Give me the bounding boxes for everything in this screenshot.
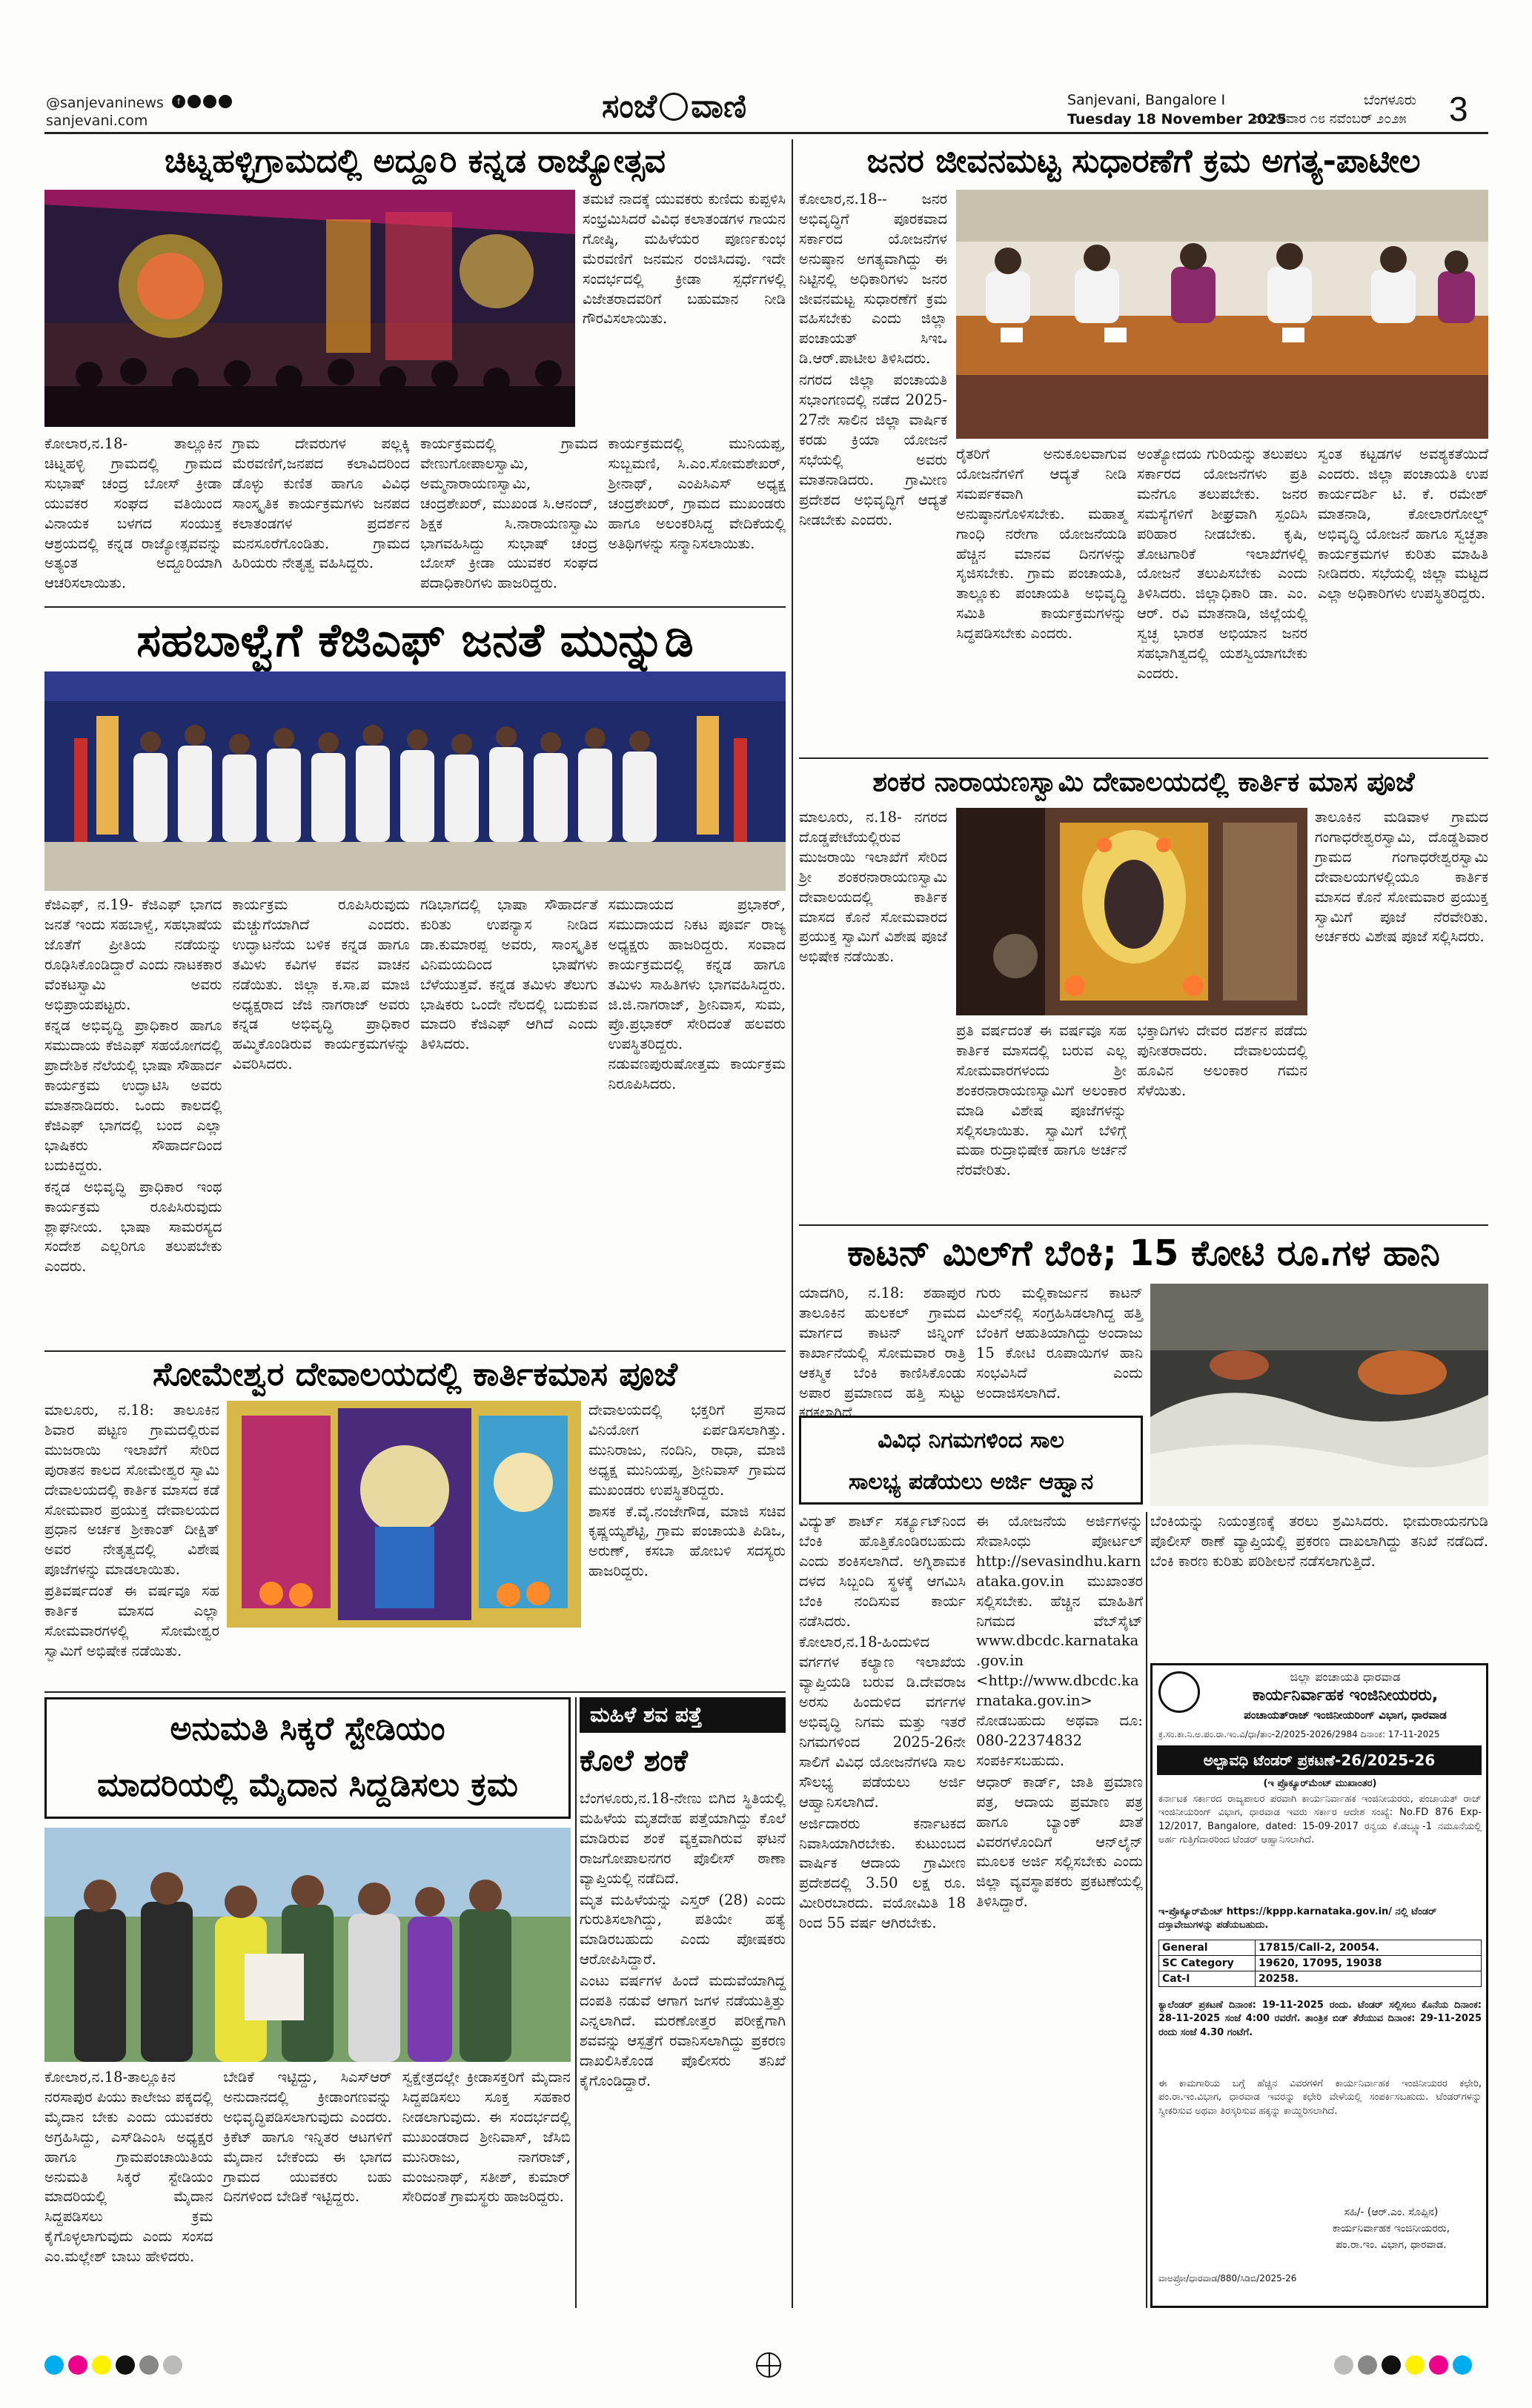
story1-column [609, 434, 786, 602]
story4-paragraph: ಮಾಲೂರು, ನ.18- ನಗರದ ದೊಡ್ಡಪೇಟೆಯಲ್ಲಿರುವ ಮುಜರಾಯಿ ಇಲಾಖೆಗೆ ಸೇರಿದ ಶ್ರೀ ಶಂಕರನಾರಾಯಣಸ್ವಾಮಿ ದೇವಾಲಯದಲ್ಲಿ ಕಾರ್ತಿಕ ಮಾಸದ ಕೊನೆ ಸೋಮವಾರದ ಪ್ರಯುಕ್ತ ಸ್ವಾಮಿಗೆ ವಿಶೇಷ ಪೂಜೆ ಅಭಿಷೇಕ ನಡೆಯಿತು. [799, 809, 947, 966]
story5-column [976, 1284, 1143, 1410]
social-icons[interactable] [172, 95, 232, 108]
story7-headline-line2: ಸಾಲಭ್ಯ ಪಡೆಯಲು ಅರ್ಜಿ ಆಹ್ವಾನ [848, 1469, 1094, 1496]
festival-night-scene-image [44, 190, 575, 427]
story4-photo [956, 808, 1307, 1015]
story7-paragraph: ಅರ್ಜಿದಾರರು ಕರ್ನಾಟಕದ ನಿವಾಸಿಯಾಗಿರಬೇಕು. ಕುಟುಂಬದ ವಾರ್ಷಿಕ ಆದಾಯ ಗ್ರಾಮೀಣ ಪ್ರದೇಶದಲ್ಲಿ 3.50 ಲಕ್ಷ ರೂ. ಮೀರಿರಬಾರದು. ವಯೋಮಿತಿ 18 ರಿಂದ 55 ವರ್ಷ ಆಗಿರಬೇಕು. [799, 1814, 966, 1932]
story1-column [420, 434, 598, 602]
story7-body [799, 1512, 1143, 2308]
tender-advertisement [1150, 1663, 1488, 2308]
story3-paragraph: ನಗರದ ಜಿಲ್ಲಾ ಪಂಚಾಯತಿ ಸಭಾಂಗಣದಲ್ಲಿ ನಡೆದ 2025-27ನೇ ಸಾಲಿನ ಜಿಲ್ಲಾ ವಾರ್ಷಿಕ ಕರಡು ಕ್ರಿಯಾ ಯೋಜನೆ ಸಭೆಯಲ್ಲಿ ಅವರು ಮಾತನಾಡಿದರು. ಗ್ರಾಮೀಣ ಪ್ರದೇಶದ ಅಭಿವೃದ್ಧಿಗೆ ಆದ್ಯತೆ ನೀಡಬೇಕು ಎಂದರು. [799, 371, 947, 528]
story8-headline-line1: ಅನುಮತಿ ಸಿಕ್ಕರೆ ಸ್ಟೇಡಿಯಂ [170, 1709, 445, 1748]
story6-column [44, 1401, 219, 1672]
registration-target-icon [756, 2352, 781, 2378]
tender-body-2: ಈ ಕಾಮಗಾರಿಯ ಬಗ್ಗೆ ಹೆಚ್ಚಿನ ವಿವರಗಳಿಗೆ ಕಾರ್ಯನಿರ್ವಾಹಕ ಇಂಜಿನೀಯರರ ಕಛೇರಿ, ಪಂ.ರಾ.ಇಂ.ವಿಭಾಗ, ಧಾರವಾಡ ಇವರನ್ನು ಕಛೇರಿ ವೇಳೆಯಲ್ಲಿ ಸಂಪರ್ಕಿಸಬಹುದು. ಟೆಂಡರ್‌ಗಳನ್ನು ಸ್ವೀಕರಿಸುವ ಅಥವಾ ತಿರಸ್ಕರಿಸುವ ಹಕ್ಕನ್ನು ಕಾಯ್ದಿರಿಸಲಾಗಿದೆ. [1158, 2078, 1482, 2117]
magenta-swatch [1429, 2355, 1448, 2375]
tender-table-value: 20258. [1259, 1973, 1299, 1985]
center-divider [792, 139, 793, 2308]
logo-text-right: ವಾಣಿ [691, 87, 747, 125]
story1-body-right [583, 190, 786, 430]
story4-column [956, 1021, 1127, 1220]
story3-column [1137, 445, 1307, 753]
story2-headline: ಸಹಬಾಳ್ವೆಗೆ ಕೆಜಿಎಫ್ ಜನತೆ ಮುನ್ನುಡಿ [136, 613, 694, 668]
tender-table-value: 17815/Call-2, 20054. [1259, 1942, 1379, 1954]
story1-column [233, 434, 411, 602]
story4-column [1137, 1021, 1307, 1220]
tender-dates: ಕ್ಯಾಲೆಂಡರ್ ಪ್ರಕಟಣೆ ದಿನಾಂಕ: 19-11-2025 ರಂದು. ಟೆಂಡರ್ ಸಲ್ಲಿಸಲು ಕೊನೆಯ ದಿನಾಂಕ: 28-11-2025 ಸಂಜೆ 4:00 ರವರೆಗೆ. ತಾಂತ್ರಿಕ ಬಿಡ್ ತೆರೆಯುವ ದಿನಾಂಕ: 29-11-2025 ರಂದು ಸಂಜೆ 4.30 ಗಂಟೆಗೆ. [1158, 2000, 1482, 2038]
color-registration-right [1334, 2355, 1472, 2375]
story1-paragraph: ತಮಟೆ ನಾದಕ್ಕೆ ಯುವಕರು ಕುಣಿದು ಕುಪ್ಪಳಿಸಿ ಸಂಭ್ರಮಿಸಿದರೆ ವಿವಿಧ ಕಲಾತಂಡಗಳ ಗಾಯನ ಗೋಷ್ಠಿ, ಮಹಿಳೆಯರ ಪೂರ್ಣಕುಂಭ ಮೆರವಣಿಗೆ ಜನಮನ ರಂಜಿಸಿದವು. ಇದೇ ಸಂದರ್ಭದಲ್ಲಿ ಕ್ರೀಡಾ ಸ್ಪರ್ಧೆಗಳಲ್ಲಿ ವಿಜೇತರಾದವರಿಗೆ ಬಹುಮಾನ ನೀಡಿ ಗೌರವಿಸಲಾಯಿತು. [583, 190, 786, 328]
story5-paragraph: ಬೆಂಕಿಯನ್ನು ನಿಯಂತ್ರಣಕ್ಕೆ ತರಲು ಶ್ರಮಿಸಿದರು. ಭೀಮರಾಯನಗುಡಿ ಪೊಲೀಸ್ ಠಾಣೆ ವ್ಯಾಪ್ತಿಯಲ್ಲಿ ಪ್ರಕರಣ ದಾಖಲಾಗಿದ್ದು ತನಿಖೆ ನಡೆದಿದೆ. ಬೆಂಕಿ ಕಾರಣ ಕುರಿತು ಪರಿಶೀಲನೆ ನಡೆಸಲಾಗುತ್ತಿದೆ. [1150, 1513, 1488, 1570]
grey-swatch [1358, 2355, 1377, 2375]
page-number: 3 [1449, 90, 1468, 128]
story7-column [976, 1512, 1143, 2308]
story2-column [420, 895, 598, 1296]
logo-emblem-icon [660, 93, 688, 121]
tender-body-1: ಕರ್ನಾಟಕ ಸರ್ಕಾರದ ರಾಜ್ಯಪಾಲರ ಪರವಾಗಿ ಕಾರ್ಯನಿರ್ವಾಹಕ ಇಂಜಿನೀಯರರು, ಪಂಚಾಯತ್ ರಾಜ್ ಇಂಜಿನೀಯರಿಂಗ್ ವಿಭಾಗ, ಧಾರವಾಡ ಇವರು ಸರ್ಕಾರ ಆದೇಶ ಸಂಖ್ಯೆ: No.FD 876 Exp-12/2017, Bangalore, dated: 15-09-2017 ರನ್ವಯ ಕೆ.ಡಬ್ಲ್ಯೂ-1 ನಮೂನೆಯಲ್ಲಿ ಅರ್ಹ ಗುತ್ತಿಗೆದಾರರಿಂದ ಟೆಂಡರ್ ಆಹ್ವಾನಿಸಲಾಗಿದೆ. [1158, 1794, 1482, 1846]
tender-url[interactable]: ಇ-ಪ್ರೊಕ್ಯೂರ್‌ಮೆಂಟ್ https://kppp.karnataka.gov.in/ ನಲ್ಲಿ ಟೆಂಡರ್ ದಸ್ತಾವೇಜುಗಳನ್ನು ಪಡೆಯಬಹುದು. [1158, 1906, 1437, 1931]
story9-paragraph: ಎಂಟು ವರ್ಷಗಳ ಹಿಂದೆ ಮದುವೆಯಾಗಿದ್ದ ದಂಪತಿ ನಡುವೆ ಆಗಾಗ ಜಗಳ ನಡೆಯುತ್ತಿತ್ತು ಎನ್ನಲಾಗಿದೆ. ಮರಣೋತ್ತರ ಪರೀಕ್ಷೆಗಾಗಿ ಶವವನ್ನು ಆಸ್ಪತ್ರೆಗೆ ರವಾನಿಸಲಾಗಿದ್ದು ಪ್ರಕರಣ ದಾಖಲಿಸಿಕೊಂಡ ಪೊಲೀಸರು ತನಿಖೆ ಕೈಗೊಂಡಿದ್ದಾರೆ. [580, 1972, 786, 2089]
story2-paragraph: ಕೆಜಿಎಫ್, ನ.19- ಕೆಜಿಎಫ್ ಭಾಗದ ಜನತೆ ಇಂದು ಸಹಬಾಳ್ವೆ, ಸಹಭಾಷೆಯ ಜೊತೆಗೆ ಪ್ರೀತಿಯ ನಡೆಯನ್ನು ರೂಢಿಸಿಕೊಂಡಿದ್ದಾರೆ ಎಂದು ನಾಟಕಕಾರ ವೆಂಕಟಸ್ವಾಮಿ ಅವರು ಅಭಿಪ್ರಾಯಪಟ್ಟರು. [44, 896, 222, 1013]
column-divider [575, 1697, 577, 2308]
story5-photo [1150, 1284, 1488, 1506]
story7-paragraph: ಈ ಯೋಜನೆಯ ಅರ್ಜಿಗಳನ್ನು ಸೇವಾಸಿಂಧು ಪೋರ್ಟಲ್ http://sevasindhu.karnataka.gov.in ಮುಖಾಂತರ ಸಲ್ಲಿಸಬೇಕು. ಹೆಚ್ಚಿನ ಮಾಹಿತಿಗೆ ನಿಗಮದ ವೆಬ್‌ಸೈಟ್ www.dbcdc.karnataka.gov.in <http://www.dbcdc.karnataka.gov.in> ನೋಡಬಹುದು ಅಥವಾ ದೂ: 080-22374832 ಸಂಪರ್ಕಿಸಬಹುದು. [976, 1513, 1143, 1769]
issue-date-kannada: ಮಂಗಳವಾರ ೧೮ ನವೆಂಬರ್ ೨೦೨೫ [1253, 111, 1407, 127]
story2-paragraph: ಕನ್ನಡ ಅಭಿವೃದ್ಧಿ ಪ್ರಾಧಿಕಾರ ಹಾಗೂ ಸಮುದಾಯ ಕೆಜಿಎಫ್ ಸಹಯೋಗದಲ್ಲಿ ಪ್ರಾದೇಶಿಕ ನೆಲೆಯಲ್ಲಿ ಭಾಷಾ ಸೌಹಾರ್ದ ಕಾರ್ಯಕ್ರಮ ಉದ್ಘಾಟಿಸಿ ಅವರು ಮಾತನಾಡಿದರು. ಒಂದು ಕಾಲದಲ್ಲಿ ಕೆಜಿಎಫ್ ಭಾಗದಲ್ಲಿ ಬಂದ ಎಲ್ಲಾ ಭಾಷಿಕರು ಸೌಹಾರ್ದದಿಂದ ಬದುಕಿದ್ದರು. [44, 1017, 222, 1174]
story6-paragraph: ದೇವಾಲಯದಲ್ಲಿ ಭಕ್ತರಿಗೆ ಪ್ರಸಾದ ವಿನಿಯೋಗ ಏರ್ಪಡಿಸಲಾಗಿತ್ತು. ಮುನಿರಾಜು, ನಂದಿನಿ, ರಾಧಾ, ಮಾಜಿ ಅಧ್ಯಕ್ಷ ಮುನಿಯಪ್ಪ, ಶ್ರೀನಿವಾಸ್ ಗ್ರಾಮದ ಮುಖಂಡರು ಉಪಸ್ಥಿತರಿದ್ದರು. [588, 1402, 786, 1499]
tender-dept: ಜಿಲ್ಲಾ ಪಂಚಾಯತಿ ಧಾರವಾಡ [1290, 1670, 1401, 1684]
story7-headline-box [799, 1416, 1143, 1505]
story4-headline: ಶಂಕರ ನಾರಾಯಣಸ್ವಾಮಿ ದೇವಾಲಯದಲ್ಲಿ ಕಾರ್ತಿಕ ಮಾಸ ಪೂಜೆ [872, 767, 1415, 798]
black-swatch [116, 2355, 135, 2375]
story8-column [402, 2068, 571, 2309]
story8-paragraph: ಸ್ವಕ್ಷೇತ್ರದಲ್ಲೇ ಕ್ರೀಡಾಸಕ್ತರಿಗೆ ಮೈದಾನ ಸಿದ್ದಪಡಿಸಲು ಸೂಕ್ತ ಸಹಕಾರ ನೀಡಲಾಗುವುದು. ಈ ಸಂದರ್ಭದಲ್ಲಿ ಮುಖಂಡರಾದ ಶ್ರೀನಿವಾಸ್, ಜೆಸಿಬಿ ಮುನಿರಾಜು, ನಾಗರಾಜ್, ಮಂಜುನಾಥ್, ಸತೀಶ್, ಕುಮಾರ್ ಸೇರಿದಂತೆ ಗ್ರಾಮಸ್ಥರು ಹಾಜರಿದ್ದರು. [402, 2069, 571, 2206]
tender-notice-title: ಅಲ್ಪಾವಧಿ ಟೆಂಡರ್ ಪ್ರಕಟಣೆ-26/2025-26 [1157, 1745, 1482, 1775]
story5-paragraph: ಯಾದಗಿರಿ, ನ.18: ಶಹಾಪುರ ತಾಲೂಕಿನ ಹುಲಕಲ್ ಗ್ರಾಮದ ಮಾರ್ಗದ ಕಾಟನ್ ಜಿನ್ನಿಂಗ್ ಕಾರ್ಖಾನೆಯಲ್ಲಿ ಸೋಮವಾರ ರಾತ್ರಿ ಆಕಸ್ಮಿಕ ಬೆಂಕಿ ಕಾಣಿಸಿಕೊಂಡು ಅಪಾರ ಪ್ರಮಾಣದ ಹತ್ತಿ ಸುಟ್ಟು ಕರಕಲಾಗಿದೆ. [799, 1284, 966, 1422]
story5-body-bottom [1150, 1512, 1488, 1657]
story4-column [799, 808, 947, 1220]
story7-paragraph: ಕೋಲಾರ,ನ.18-ಹಿಂದುಳಿದ ವರ್ಗಗಳ ಕಲ್ಯಾಣ ಇಲಾಖೆಯ ವ್ಯಾಪ್ತಿಯಡಿ ಬರುವ ಡಿ.ದೇವರಾಜ ಅರಸು ಹಿಂದುಳಿದ ವರ್ಗಗಳ ಅಭಿವೃದ್ಧಿ ನಿಗಮ ಮತ್ತು ಇತರೆ ನಿಗಮಗಳಿಂದ 2025-26ನೇ ಸಾಲಿಗೆ ವಿವಿಧ ಯೋಜನೆಗಳಡಿ ಸಾಲ ಸೌಲಭ್ಯ ಪಡೆಯಲು ಅರ್ಜಿ ಆಹ್ವಾನಿಸಲಾಗಿದೆ. [799, 1633, 966, 1811]
tender-table-value: 19620, 17095, 19038 [1259, 1957, 1382, 1969]
story7-headline-line1: ವಿವಿಧ ನಿಗಮಗಳಿಂದ ಸಾಲ [878, 1427, 1064, 1454]
story9-column [580, 1789, 786, 2308]
tender-sign-office: ಪಂ.ರಾ.ಇಂ. ವಿಭಾಗ, ಧಾರವಾಡ. [1336, 2239, 1447, 2251]
twitter-icon[interactable] [219, 95, 232, 108]
tender-sign-title: ಕಾರ್ಯನಿರ್ವಾಹಕ ಇಂಜಿನೀಯರರು, [1332, 2223, 1450, 2235]
divider [44, 1691, 786, 1693]
story4-body-right [1315, 808, 1488, 1220]
story4-paragraph: ತಾಲೂಕಿನ ಮಡಿವಾಳ ಗ್ರಾಮದ ಗಂಗಾಧರೇಶ್ವರಸ್ವಾಮಿ, ದೊಡ್ಡಶಿವಾರ ಗ್ರಾಮದ ಗಂಗಾಧರೇಶ್ವರಸ್ವಾಮಿ ದೇವಾಲಯಗಳಲ್ಲಿಯೂ ಕಾರ್ತಿಕ ಮಾಸದ ಕೊನೆ ಸೋಮವಾರ ಪ್ರಯುಕ್ತ ಸ್ವಾಮಿಗೆ ಪೂಜೆ ನೆರವೇರಿತು. ಅರ್ಚಕರು ವಿಶೇಷ ಪೂಜೆ ಸಲ್ಲಿಸಿದರು. [1315, 809, 1488, 946]
story5-column [799, 1284, 966, 1422]
story6-photo [227, 1401, 581, 1628]
story3-photo [956, 190, 1488, 439]
divider [44, 606, 786, 608]
story1-body [44, 434, 786, 602]
story3-column [1318, 445, 1488, 753]
story9-headline: ಕೊಲೆ ಶಂಕೆ [580, 1744, 688, 1778]
story6-body-right [588, 1401, 786, 1672]
story2-body [44, 895, 786, 1296]
story5-body [799, 1284, 1143, 1422]
story3-headline: ಜನರ ಜೀವನಮಟ್ಟ ಸುಧಾರಣೆಗೆ ಕ್ರಮ ಅಗತ್ಯ-ಪಾಟೀಲ [866, 142, 1421, 180]
cyan-swatch [44, 2355, 64, 2375]
instagram-icon[interactable] [203, 95, 216, 108]
story6-column [588, 1401, 786, 1672]
tender-subtitle: (ಇ ಪ್ರೊಕ್ಯೂರ್‌ಮೆಂಟ್ ಮುಖಾಂತರ) [1263, 1778, 1377, 1789]
tender-table-label: General [1159, 1940, 1256, 1955]
story5-headline: ಕಾಟನ್ ಮಿಲ್‌ಗೆ ಬೆಂಕಿ; 15 ಕೋಟಿ ರೂ.ಗಳ ಹಾನಿ [847, 1232, 1440, 1274]
story2-column [609, 895, 786, 1296]
story2-paragraph: ಗಡಿಭಾಗದಲ್ಲಿ ಭಾಷಾ ಸೌಹಾರ್ದತೆ ಕುರಿತು ಉಪನ್ಯಾಸ ನೀಡಿದ ಡಾ.ಕುಮಾರಪ್ಪ ಅವರು, ಸಾಂಸ್ಕೃತಿಕ ವಿನಿಮಯದಿಂದ ಭಾಷೆಗಳು ಬೆಳೆಯುತ್ತವೆ. ಕನ್ನಡ ತಮಿಳು ತೆಲುಗು ಭಾಷಿಕರು ಒಂದೇ ನೆಲದಲ್ಲಿ ಬದುಕುವ ಮಾದರಿ ಕೆಜಿಎಫ್ ಆಗಿದೆ ಎಂದು ತಿಳಿಸಿದರು. [420, 896, 598, 1053]
social-handle[interactable]: @sanjevaninews [46, 95, 164, 111]
tender-table-label: Cat-I [1159, 1971, 1256, 1986]
logo-text-left: ಸಂಜೆ [602, 87, 657, 125]
tender-reference: ಕ್ರ.ಸಂ.ಕಾ.ನಿ.ಅ.ಪಂ.ರಾ.ಇಂ.ವಿ/ಧಾ/ತಾಂ-2/2025-2026/2984 ದಿನಾಂಕ: 17-11-2025 [1158, 1729, 1440, 1739]
story2-paragraph: ಸಮುದಾಯದ ಪ್ರಭಾಕರ್, ಸಮುದಾಯದ ನಿಕಟ ಪೂರ್ವ ರಾಜ್ಯ ಅಧ್ಯಕ್ಷರು ಹಾಜರಿದ್ದರು. ಸಂವಾದ ಕಾರ್ಯಕ್ರಮದಲ್ಲಿ ಕನ್ನಡ ಹಾಗೂ ತಮಿಳು ಸಾಹಿತಿಗಳು ಭಾಗವಹಿಸಿದ್ದರು. ಜಿ.ಜಿ.ನಾಗರಾಜ್, ಶ್ರೀನಿವಾಸ, ಸುಮ, ಪ್ರೊ.ಪ್ರಭಾಕರ್ ಸೇರಿದಂತೆ ಹಲವರು ಉಪಸ್ಥಿತರಿದ್ದರು. ನಡುವಣಪುರುಷೋತ್ತಮ ಕಾರ್ಯಕ್ರಮ ನಿರೂಪಿಸಿದರು. [608, 896, 786, 1093]
story4-paragraph: ಭಕ್ತಾದಿಗಳು ದೇವರ ದರ್ಶನ ಪಡೆದು ಪುನೀತರಾದರು. ದೇವಾಲಯದಲ್ಲಿ ಹೂವಿನ ಅಲಂಕಾರ ಗಮನ ಸೆಳೆಯಿತು. [1137, 1022, 1307, 1099]
story4-body [956, 1021, 1307, 1220]
cyan-swatch [1453, 2355, 1472, 2375]
story6-headline: ಸೋಮೇಶ್ವರ ದೇವಾಲಯದಲ್ಲಿ ಕಾರ್ತಿಕಮಾಸ ಪೂಜೆ [152, 1355, 678, 1393]
story8-column [223, 2068, 391, 2309]
temple-deity-image [227, 1401, 581, 1628]
divider [799, 757, 1488, 759]
sports-felicitation-image [44, 1828, 571, 2062]
tender-title-1: ಕಾರ್ಯನಿರ್ವಾಹಕ ಇಂಜಿನೀಯರರು, [1252, 1686, 1439, 1705]
grey-swatch [139, 2355, 159, 2375]
youtube-icon[interactable] [188, 95, 201, 108]
story1-paragraph: ಕಾರ್ಯಕ್ರಮದಲ್ಲಿ ಗ್ರಾಮದ ವೇಣುಗೋಪಾಲಸ್ವಾಮಿ, ಅಮ್ಮನಾರಾಯಣಸ್ವಾಮಿ, ಚಂದ್ರಶೇಖರ್, ಮುಖಂಡ ಸಿ.ಆನಂದ್, ಶಿಕ್ಷಕ ಸಿ.ನಾರಾಯಣಸ್ವಾಮಿ ಭಾಗವಹಿಸಿದ್ದು ಸುಭಾಷ್ ಚಂದ್ರ ಬೋಸ್ ಕ್ರೀಡಾ ಯುವಕರ ಸಂಘದ ಪದಾಧಿಕಾರಿಗಳು ಹಾಜರಿದ್ದರು. [420, 435, 598, 592]
story2-paragraph: ಕಾರ್ಯಕ್ರಮ ರೂಪಿಸಿರುವುದು ಮೆಚ್ಚುಗೆಯಾಗಿದೆ ಎಂದರು. ಉದ್ಘಾಟನೆಯ ಬಳಿಕ ಕನ್ನಡ ಹಾಗೂ ತಮಿಳು ಕವಿಗಳ ಕವನ ವಾಚನ ನಡೆಯಿತು. ಜಿಲ್ಲಾ ಕ.ಸಾ.ಪ ಮಾಜಿ ಅಧ್ಯಕ್ಷರಾದ ಜೆಜಿ ನಾಗರಾಜ್ ಅವರು ಕನ್ನಡ ಅಭಿವೃದ್ಧಿ ಪ್ರಾಧಿಕಾರ ಹಮ್ಮಿಕೊಂಡಿರುವ ಕಾರ್ಯಕ್ರಮಗಳನ್ನು ವಿವರಿಸಿದರು. [232, 896, 410, 1073]
story6-paragraph: ಶಾಸಕ ಕೆ.ವೈ.ನಂಜೇಗೌಡ, ಮಾಜಿ ಸಚಿವ ಕೃಷ್ಣಯ್ಯಶೆಟ್ಟಿ, ಗ್ರಾಮ ಪಂಚಾಯತಿ ಪಿಡಿಒ, ಅರುಣ್, ಕಸಬಾ ಹೋಬಳಿ ಸದಸ್ಯರು ಹಾಜರಿದ್ದರು. [588, 1502, 786, 1580]
story8-body [44, 2068, 571, 2309]
temple-pooja-image [956, 808, 1307, 1015]
tender-title-2: ಪಂಚಾಯತ್‌ರಾಜ್ ಇಂಜಿನೀಯರಿಂಗ್ ವಿಭಾಗ, ಧಾರವಾಡ [1244, 1708, 1447, 1722]
story8-paragraph: ಬೇಡಿಕೆ ಇಟ್ಟಿದ್ದು, ಸಿಎಸ್‌ಆರ್ ಅನುದಾನದಲ್ಲಿ ಕ್ರೀಡಾಂಗಣವನ್ನು ಅಭಿವೃದ್ಧಿಪಡಿಸಲಾಗುವುದು ಎಂದರು. ಕ್ರಿಕೆಟ್ ಹಾಗೂ ಇನ್ನಿತರ ಆಟಗಳಿಗೆ ಮೈದಾನ ಬೇಕೆಂದು ಈ ಭಾಗದ ಗ್ರಾಮದ ಯುವಕರು ಬಹು ದಿನಗಳಿಂದ ಬೇಡಿಕೆ ಇಟ್ಟಿದ್ದರು. [223, 2069, 392, 2206]
tender-table-label: SC Category [1159, 1956, 1256, 1971]
story6-paragraph: ಮಾಲೂರು, ನ.18: ತಾಲೂಕಿನ ಶಿವಾರ ಪಟ್ಟಣ ಗ್ರಾಮದಲ್ಲಿರುವ ಮುಜರಾಯಿ ಇಲಾಖೆಗೆ ಸೇರಿದ ಪುರಾತನ ಕಾಲದ ಸೋಮೇಶ್ವರ ಸ್ವಾಮಿ ದೇವಾಲಯದಲ್ಲಿ ಕಾರ್ತಿಕ ಮಾಸದ ಕಡೆ ಸೋಮವಾರ ಪ್ರಯುಕ್ತ ದೇವಾಲಯದ ಪ್ರಧಾನ ಅರ್ಚಕ ಶ್ರೀಕಾಂತ್ ದೀಕ್ಷಿತ್ ಅವರ ನೇತೃತ್ವದಲ್ಲಿ ವಿಶೇಷ ಪೂಜೆಗಳನ್ನು ಮಾಡಲಾಯಿತು. [44, 1402, 219, 1579]
divider [44, 1350, 786, 1352]
tender-signature: ಸಹಿ/- (ಆರ್.ಎಂ. ಸೊಪ್ಪಿನ) [1344, 2206, 1439, 2218]
story1-paragraph: ಕಾರ್ಯಕ್ರಮದಲ್ಲಿ ಮುನಿಯಪ್ಪ, ಸುಬ್ಬಮಣಿ, ಸಿ.ಎಂ.ಸೋಮಶೇಖರ್, ಶ್ರೀನಾಥ್, ಎಂಪಿಸಿಎಸ್ ಅಧ್ಯಕ್ಷ ಚಂದ್ರಶೇಖರ್, ಗ್ರಾಮದ ಮುಖಂಡರು ಹಾಗೂ ಅಲಂಕರಿಸಿದ್ದ ವೇದಿಕೆಯಲ್ಲಿ ಅತಿಥಿಗಳನ್ನು ಸನ್ಮಾನಿಸಲಾಯಿತು. [608, 435, 786, 552]
tender-table [1158, 1940, 1482, 1987]
website-link[interactable]: sanjevani.com [46, 113, 148, 129]
story6-paragraph: ಪ್ರತಿವರ್ಷದಂತೆ ಈ ವರ್ಷವೂ ಸಹ ಕಾರ್ತಿಕ ಮಾಸದ ಎಲ್ಲಾ ಸೋಮವಾರಗಳಲ್ಲಿ ಸೋಮೇಶ್ವರ ಸ್ವಾಮಿಗೆ ಅಭಿಷೇಕ ನಡೆಯಿತು. [44, 1582, 219, 1659]
divider [799, 1224, 1488, 1226]
story1-column [44, 434, 222, 602]
story6-body-left [44, 1401, 219, 1672]
story3-body [956, 445, 1488, 753]
story3-paragraph: ಅಂತ್ಯೋದಯ ಗುರಿಯನ್ನು ತಲುಪಲು ಸರ್ಕಾರದ ಯೋಜನೆಗಳು ಪ್ರತಿ ಮನೆಗೂ ತಲುಪಬೇಕು. ಜನರ ಸಮಸ್ಯೆಗಳಿಗೆ ಶೀಘ್ರವಾಗಿ ಸ್ಪಂದಿಸಿ ಪರಿಹಾರ ನೀಡಬೇಕು. ಕೃಷಿ, ತೋಟಗಾರಿಕೆ ಇಲಾಖೆಗಳಲ್ಲಿ ಯೋಜನೆ ತಲುಪಿಸಬೇಕು ಎಂದು ತಿಳಿಸಿದರು. ಜಿಲ್ಲಾಧಿಕಾರಿ ಡಾ. ಎಂ. ಆರ್. ರವಿ ಮಾತನಾಡಿ, ಜಿಲ್ಲೆಯಲ್ಲಿ ಸ್ವಚ್ಛ ಭಾರತ ಅಭಿಯಾನ ಜನರ ಸಹಭಾಗಿತ್ವದಲ್ಲಿ ಯಶಸ್ವಿಯಾಗಬೇಕು ಎಂದರು. [1137, 445, 1307, 682]
grey-swatch [1334, 2355, 1353, 2375]
yellow-swatch [92, 2355, 111, 2375]
story2-paragraph: ಕನ್ನಡ ಅಭಿವೃದ್ಧಿ ಪ್ರಾಧಿಕಾರ ಇಂಥ ಕಾರ್ಯಕ್ರಮ ರೂಪಿಸಿರುವುದು ಶ್ಲಾಘನೀಯ. ಭಾಷಾ ಸಾಮರಸ್ಯದ ಸಂದೇಶ ಎಲ್ಲರಿಗೂ ತಲುಪಬೇಕು ಎಂದರು. [44, 1178, 222, 1276]
tender-table-row [1159, 1956, 1481, 1971]
grey-swatch [163, 2355, 182, 2375]
story8-headline-line2: ಮಾದರಿಯಲ್ಲಿ ಮೈದಾನ ಸಿದ್ದಡಿಸಲು ಕ್ರಮ [97, 1765, 518, 1804]
story5-paragraph: ವಿದ್ಯುತ್ ಶಾರ್ಟ್ ಸರ್ಕ್ಯೂಟ್‌ನಿಂದ ಬೆಂಕಿ ಹೊತ್ತಿಕೊಂಡಿರಬಹುದು ಎಂದು ಶಂಕಿಸಲಾಗಿದೆ. ಅಗ್ನಿಶಾಮಕ ದಳದ ಸಿಬ್ಬಂದಿ ಸ್ಥಳಕ್ಕೆ ಆಗಮಿಸಿ ಬೆಂಕಿ ನಂದಿಸುವ ಕಾರ್ಯ ನಡೆಸಿದರು. [799, 1513, 966, 1630]
edition-name: Sanjevani, Bangalore I [1067, 92, 1226, 108]
story9-paragraph: ಬೆಂಗಳೂರು,ನ.18-ನೇಣು ಬಿಗಿದ ಸ್ಥಿತಿಯಲ್ಲಿ ಮಹಿಳೆಯ ಮೃತದೇಹ ಪತ್ತೆಯಾಗಿದ್ದು ಕೊಲೆ ಮಾಡಿರುವ ಶಂಕೆ ವ್ಯಕ್ತವಾಗಿರುವ ಘಟನೆ ರಾಜಗೋಪಾಲನಗರ ಪೊಲೀಸ್ ಠಾಣಾ ವ್ಯಾಪ್ತಿಯಲ್ಲಿ ನಡೆದಿದೆ. [580, 1790, 786, 1887]
black-swatch [1382, 2355, 1401, 2375]
tender-table-row [1159, 1971, 1481, 1986]
facebook-icon[interactable]: f [172, 95, 185, 108]
meeting-hall-image [956, 190, 1488, 439]
story4-column [1315, 808, 1488, 1220]
story1-column [583, 190, 786, 430]
tender-table-row [1159, 1940, 1481, 1956]
issue-date-english: Tuesday 18 November 2025 [1067, 111, 1287, 127]
story4-body-left [799, 808, 947, 1220]
story5-paragraph: ಗುರು ಮಲ್ಲಿಕಾರ್ಜುನ ಕಾಟನ್ ಮಿಲ್‌ನಲ್ಲಿ ಸಂಗ್ರಹಿಸಿಡಲಾಗಿದ್ದ ಹತ್ತಿ ಬೆಂಕಿಗೆ ಆಹುತಿಯಾಗಿದ್ದು ಅಂದಾಜು 15 ಕೋಟಿ ರೂಪಾಯಿಗಳ ಹಾನಿ ಸಂಭವಿಸಿದೆ ಎಂದು ಅಂದಾಜಿಸಲಾಗಿದೆ. [976, 1284, 1143, 1402]
story2-photo [44, 671, 786, 891]
story1-photo [44, 190, 575, 427]
govt-emblem-icon [1158, 1671, 1200, 1713]
newspaper-logo[interactable] [602, 87, 746, 125]
story4-paragraph: ಪ್ರತಿ ವರ್ಷದಂತೆ ಈ ವರ್ಷವೂ ಸಹ ಕಾರ್ತಿಕ ಮಾಸದಲ್ಲಿ ಬರುವ ಎಲ್ಲ ಸೋಮವಾರಗಳಂದು ಶ್ರೀ ಶಂಕರನಾರಾಯಣಸ್ವಾಮಿಗೆ ಅಲಂಕಾರ ಮಾಡಿ ವಿಶೇಷ ಪೂಜೆಗಳನ್ನು ಸಲ್ಲಿಸಲಾಯಿತು. ಸ್ವಾಮಿಗೆ ಬೆಳಿಗ್ಗೆ ಮಹಾ ರುದ್ರಾಭಿಷೇಕ ಹಾಗೂ ಅರ್ಚನೆ ನೆರವೇರಿತು. [956, 1022, 1127, 1179]
group-photo-image [44, 671, 786, 891]
story7-paragraph: ಆಧಾರ್ ಕಾರ್ಡ್, ಜಾತಿ ಪ್ರಮಾಣ ಪತ್ರ, ಆದಾಯ ಪ್ರಮಾಣ ಪತ್ರ ಹಾಗೂ ಬ್ಯಾಂಕ್ ಖಾತೆ ವಿವರಗಳೊಂದಿಗೆ ಆನ್‌ಲೈನ್ ಮೂಲಕ ಅರ್ಜಿ ಸಲ್ಲಿಸಬೇಕು ಎಂದು ಜಿಲ್ಲಾ ವ್ಯವಸ್ಥಾಪಕರು ಪ್ರಕಟಣೆಯಲ್ಲಿ ತಿಳಿಸಿದ್ದಾರೆ. [976, 1773, 1143, 1911]
story1-paragraph: ಗ್ರಾಮ ದೇವರುಗಳ ಪಲ್ಲಕ್ಕಿ ಮೆರವಣಿಗೆ,ಜನಪದ ಕಲಾವಿದರಿಂದ ಡೊಳ್ಳು ಕುಣಿತ ಹಾಗೂ ವಿವಿಧ ಸಾಂಸ್ಕೃತಿಕ ಕಾರ್ಯಕ್ರಮಗಳು ಜನಪದ ಕಲಾತಂಡಗಳ ಪ್ರದರ್ಶನ ಮನಸೂರೆಗೊಂಡಿತು. ಗ್ರಾಮದ ಹಿರಿಯರು ನೇತೃತ್ವ ವಹಿಸಿದ್ದರು. [232, 435, 410, 572]
color-registration-left [44, 2355, 182, 2375]
story3-paragraph: ಕೋಲಾರ,ನ.18-- ಜನರ ಅಭಿವೃದ್ಧಿಗೆ ಪೂರಕವಾದ ಸರ್ಕಾರದ ಯೋಜನೆಗಳ ಅನುಷ್ಠಾನ ಅಗತ್ಯವಾಗಿದ್ದು ಈ ನಿಟ್ಟಿನಲ್ಲಿ ಅಧಿಕಾರಿಗಳು ಜನರ ಜೀವನಮಟ್ಟ ಸುಧಾರಣೆಗೆ ಕ್ರಮ ವಹಿಸಬೇಕು ಎಂದು ಜಿಲ್ಲಾ ಪಂಚಾಯತ್ ಸಿಇಒ ಡಿ.ಆರ್.ಪಾಟೀಲ ತಿಳಿಸಿದರು. [799, 190, 947, 368]
cotton-fire-image [1150, 1284, 1488, 1506]
magenta-swatch [68, 2355, 87, 2375]
story8-photo [44, 1828, 571, 2062]
story3-paragraph: ರೈತರಿಗೆ ಅನುಕೂಲವಾಗುವ ಯೋಜನೆಗಳಿಗೆ ಆದ್ಯತೆ ನೀಡಿ ಸಮರ್ಪಕವಾಗಿ ಅನುಷ್ಠಾನಗೊಳಿಸಬೇಕು. ಮಹಾತ್ಮ ಗಾಂಧಿ ನರೇಗಾ ಯೋಜನೆಯಡಿ ಹೆಚ್ಚಿನ ಮಾನವ ದಿನಗಳನ್ನು ಸೃಜಿಸಬೇಕು. ಗ್ರಾಮ ಪಂಚಾಯತಿ, ತಾಲ್ಲೂಕು ಪಂಚಾಯತಿ ಅಭಿವೃದ್ಧಿ ಸಮಿತಿ ಕಾರ್ಯಕ್ರಮಗಳನ್ನು ಸಿದ್ಧಪಡಿಸಬೇಕು ಎಂದರು. [956, 445, 1127, 643]
story7-column [799, 1512, 966, 2308]
story3-body-left [799, 190, 947, 753]
story8-headline-box [44, 1697, 571, 1819]
story3-column [799, 190, 947, 753]
story9-paragraph: ಮೃತ ಮಹಿಳೆಯನ್ನು ಎಸ್ತರ್ (28) ಎಂದು ಗುರುತಿಸಲಾಗಿದ್ದು, ಪತಿಯೇ ಹತ್ಯೆ ಮಾಡಿರಬಹುದು ಎಂದು ಪೋಷಕರು ಆರೋಪಿಸಿದ್ದಾರೆ. [580, 1891, 786, 1968]
story8-paragraph: ಕೋಲಾರ,ನ.18-ತಾಲ್ಲೂಕಿನ ನರಸಾಪುರ ಪಿಯು ಕಾಲೇಜು ಪಕ್ಕದಲ್ಲಿ ಮೈದಾನ ಬೇಕು ಎಂದು ಯುವಕರು ಅಗ್ರಹಿಸಿದ್ದು, ಎಸ್‌ಡಿಎಂಸಿ ಅಧ್ಯಕ್ಷರ ಹಾಗೂ ಗ್ರಾಮಪಂಚಾಯಿತಿಯ ಅನುಮತಿ ಸಿಕ್ಕರೆ ಸ್ಟೇಡಿಯಂ ಮಾದರಿಯಲ್ಲಿ ಮೈದಾನ ಸಿದ್ದಪಡಿಸಲು ಕ್ರಮ ಕೈಗೊಳ್ಳಲಾಗುವುದು ಎಂದು ಸಂಸದ ಎಂ.ಮಲ್ಲೇಶ್ ಬಾಬು ಹೇಳಿದರು. [44, 2069, 213, 2266]
story9-body [580, 1789, 786, 2308]
story1-headline: ಚಿಟ್ನಹಳ್ಳಿಗ್ರಾಮದಲ್ಲಿ ಅದ್ದೂರಿ ಕನ್ನಡ ರಾಜ್ಯೋತ್ಸವ [165, 142, 666, 180]
story1-paragraph: ಕೋಲಾರ,ನ.18- ತಾಲ್ಲೂಕಿನ ಚಿಟ್ನಹಳ್ಳಿ ಗ್ರಾಮದಲ್ಲಿ ಗ್ರಾಮದ ಸುಭಾಷ್ ಚಂದ್ರ ಬೋಸ್ ಕ್ರೀಡಾ ಯುವಕರ ಸಂಘದ ವತಿಯಿಂದ ವಿನಾಯಕ ಬಳಗದ ಸಂಯುಕ್ತ ಆಶ್ರಯದಲ್ಲಿ ಕನ್ನಡ ರಾಜ್ಯೋತ್ಸವವನ್ನು ಅತ್ಯಂತ ಅದ್ದೂರಿಯಾಗಿ ಆಚರಿಸಲಾಯಿತು. [44, 435, 222, 592]
tender-footer-ref: ವಾಅಪ್ರೋ/ಧಾರವಾಡ/880/ಸಿಡಿಬಿ/2025-26 [1158, 2273, 1297, 2283]
story8-column [44, 2068, 213, 2309]
story9-kicker: ಮಹಿಳೆ ಶವ ಪತ್ತೆ [580, 1697, 786, 1733]
yellow-swatch [1405, 2355, 1425, 2375]
story3-paragraph: ಸ್ವಂತ ಕಟ್ಟಡಗಳ ಅವಶ್ಯಕತೆಯಿದೆ ಎಂದರು. ಜಿಲ್ಲಾ ಪಂಚಾಯತಿ ಉಪ ಕಾರ್ಯದರ್ಶಿ ಟಿ. ಕೆ. ರಮೇಶ್ ಮಾತನಾಡಿ, ಕೋಲಾರಗೋಲ್ಡ್ ಅಭಿವೃದ್ಧಿ ಯೋಜನೆ ಹಾಗೂ ಸ್ವಚ್ಛತಾ ಕಾರ್ಯಕ್ರಮಗಳ ಕುರಿತು ಮಾಹಿತಿ ನೀಡಿದರು. ಸಭೆಯಲ್ಲಿ ಜಿಲ್ಲಾ ಮಟ್ಟದ ಎಲ್ಲಾ ಅಧಿಕಾರಿಗಳು ಉಪಸ್ಥಿತರಿದ್ದರು. [1318, 445, 1488, 603]
story3-column [956, 445, 1127, 753]
column-divider [1146, 1512, 1147, 2308]
masthead [0, 0, 1532, 133]
story5-column [1150, 1512, 1488, 1657]
story2-column [44, 895, 222, 1296]
edition-city: ಬೆಂಗಳೂರು [1364, 92, 1416, 108]
masthead-rule [44, 132, 1488, 134]
story2-column [233, 895, 411, 1296]
